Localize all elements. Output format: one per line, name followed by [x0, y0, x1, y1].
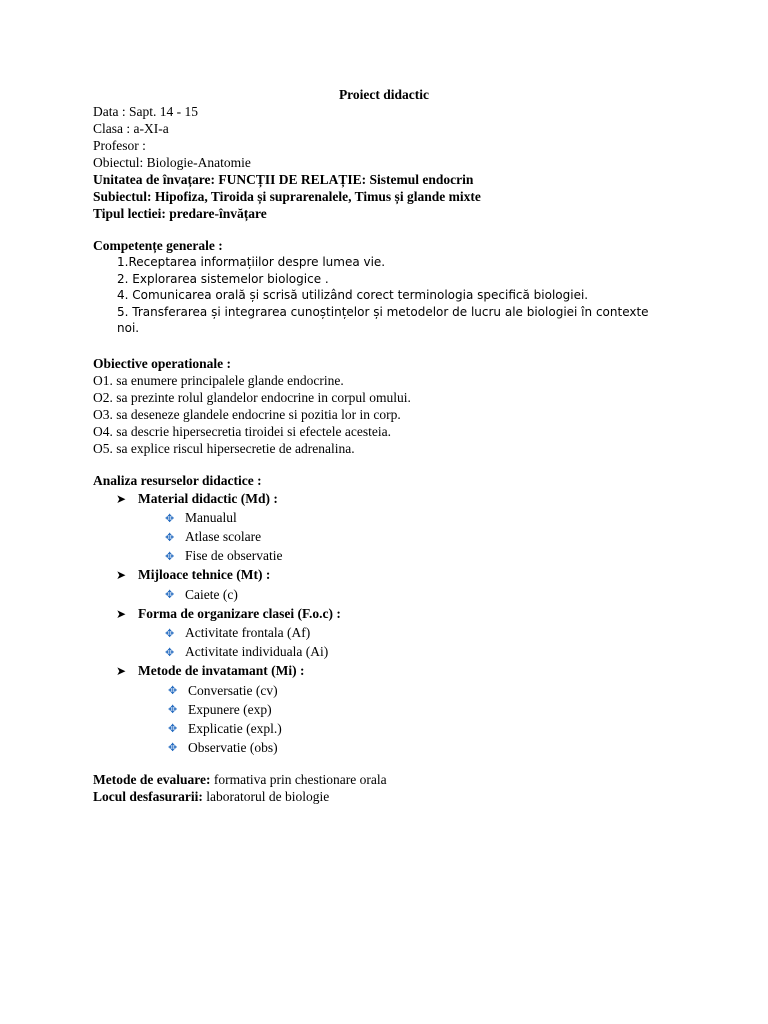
- cross-diamond-bullet-icon: ✥: [168, 722, 178, 735]
- resource-item-label: Activitate frontala (Af): [185, 625, 311, 640]
- resource-item: [93, 643, 693, 662]
- resources-heading: Analiza resurselor didactice :: [93, 473, 262, 488]
- competences-heading: Competențe generale :: [93, 238, 223, 253]
- header-value: a-XI-a: [133, 121, 169, 136]
- resource-item-label: Activitate individuala (Ai): [185, 644, 329, 659]
- lesson-location: [93, 788, 693, 805]
- resource-item-label: Observatie (obs): [188, 739, 278, 755]
- resource-group-label: Material didactic (Md) :: [138, 490, 278, 506]
- competence-item: 2. Explorarea sistemelor biologice .: [117, 271, 329, 286]
- objective-item: O5. sa explice riscul hipersecretie de adrenalina.: [93, 441, 355, 456]
- objective-item: O2. sa prezinte rolul glandelor endocrine in corpul omului.: [93, 390, 411, 405]
- resource-item-label: Explicatie (expl.): [188, 720, 282, 736]
- resource-group: [93, 604, 693, 624]
- cross-diamond-bullet-icon: ✥: [165, 511, 175, 525]
- header-unit: [93, 171, 693, 188]
- resource-item: [93, 624, 693, 643]
- arrowhead-bullet-icon: ➤: [116, 664, 127, 679]
- header-lesson-type: [93, 205, 693, 222]
- resource-item: [93, 681, 693, 700]
- header-value: Biologie-Anatomie: [146, 155, 251, 170]
- resource-item: [93, 585, 693, 604]
- cross-diamond-bullet-icon: ✥: [168, 741, 178, 754]
- resource-group: [93, 566, 693, 586]
- resources-section: [93, 472, 693, 757]
- evaluation-methods: [93, 771, 693, 788]
- cross-diamond-bullet-icon: ✥: [168, 703, 178, 716]
- header-label: Data :: [93, 104, 129, 119]
- cross-diamond-bullet-icon: ✥: [168, 684, 178, 697]
- resource-item-label: Conversatie (cv): [188, 682, 278, 698]
- arrowhead-bullet-icon: ➤: [116, 568, 127, 583]
- cross-diamond-bullet-icon: ✥: [165, 530, 175, 544]
- resource-group: [93, 662, 693, 682]
- header-subject: [93, 154, 693, 171]
- competence-item: 4. Comunicarea orală și scrisă utilizând corect terminologia specifică biologiei.: [117, 288, 589, 302]
- resource-item: [93, 719, 693, 738]
- header-label: Unitatea de învațare:: [93, 172, 219, 187]
- resource-group-label: Mijloace tehnice (Mt) :: [138, 567, 271, 583]
- resource-item-label: Expunere (exp): [188, 701, 272, 717]
- header-label: Obiectul:: [93, 155, 147, 170]
- resource-item-label: Fise de observatie: [185, 548, 283, 563]
- competences-section: [93, 237, 693, 337]
- competences-list: [93, 254, 693, 337]
- objective-item: O3. sa deseneze glandele endocrine si pozitia lor in corp.: [93, 407, 401, 422]
- resource-group-label: Metode de invatamant (Mi) :: [138, 663, 305, 679]
- header-date: [93, 103, 693, 120]
- cross-diamond-bullet-icon: ✥: [165, 549, 175, 563]
- header-class: [93, 120, 693, 137]
- resource-item: [93, 509, 693, 528]
- resource-item: [93, 528, 693, 547]
- competence-item: 1.Receptarea informațiilor despre lumea vie.: [117, 255, 386, 269]
- header-label: Clasa :: [93, 121, 134, 136]
- resource-group: [93, 489, 693, 509]
- resource-item-label: Atlase scolare: [185, 529, 262, 544]
- location-value: laboratorul de biologie: [202, 789, 330, 804]
- footer-block: [93, 771, 693, 805]
- header-block: [93, 103, 693, 222]
- resource-item: [93, 700, 693, 719]
- header-value: predare-învățare: [169, 206, 267, 221]
- location-label: Locul desfasurarii:: [93, 789, 203, 804]
- objective-item: O1. sa enumere principalele glande endocrine.: [93, 373, 344, 388]
- header-label: Subiectul:: [93, 189, 155, 204]
- resource-item: [93, 738, 693, 757]
- header-label: Profesor :: [93, 138, 146, 153]
- cross-diamond-bullet-icon: ✥: [165, 645, 175, 659]
- evaluation-label: Metode de evaluare:: [93, 772, 211, 787]
- cross-diamond-bullet-icon: ✥: [165, 626, 175, 640]
- header-value: FUNCȚII DE RELAȚIE: Sistemul endocrin: [218, 172, 474, 187]
- resource-item-label: Manualul: [185, 510, 237, 525]
- header-topic: [93, 188, 693, 205]
- objectives-section: [93, 355, 693, 457]
- arrowhead-bullet-icon: ➤: [116, 491, 127, 506]
- header-value: Sapt. 14 - 15: [129, 104, 198, 119]
- resource-item: [93, 547, 693, 566]
- objectives-heading: Obiective operationale :: [93, 356, 231, 371]
- header-teacher: [93, 137, 693, 154]
- document-title: Proiect didactic: [338, 87, 430, 102]
- header-label: Tipul lectiei:: [93, 206, 170, 221]
- arrowhead-bullet-icon: ➤: [116, 606, 127, 621]
- resource-item-label: Caiete (c): [185, 586, 238, 602]
- objective-item: O4. sa descrie hipersecretia tiroidei si efectele acesteia.: [93, 424, 391, 439]
- competence-item: 5. Transferarea și integrarea cunoștințelor și metodelor de lucru ale biologiei în contexte noi.: [117, 304, 649, 335]
- cross-diamond-bullet-icon: ✥: [165, 588, 175, 601]
- header-value: Hipofiza, Tiroida și suprarenalele, Timus și glande mixte: [154, 189, 481, 204]
- resource-group-label: Forma de organizare clasei (F.o.c) :: [138, 605, 341, 621]
- evaluation-value: formativa prin chestionare orala: [210, 772, 387, 787]
